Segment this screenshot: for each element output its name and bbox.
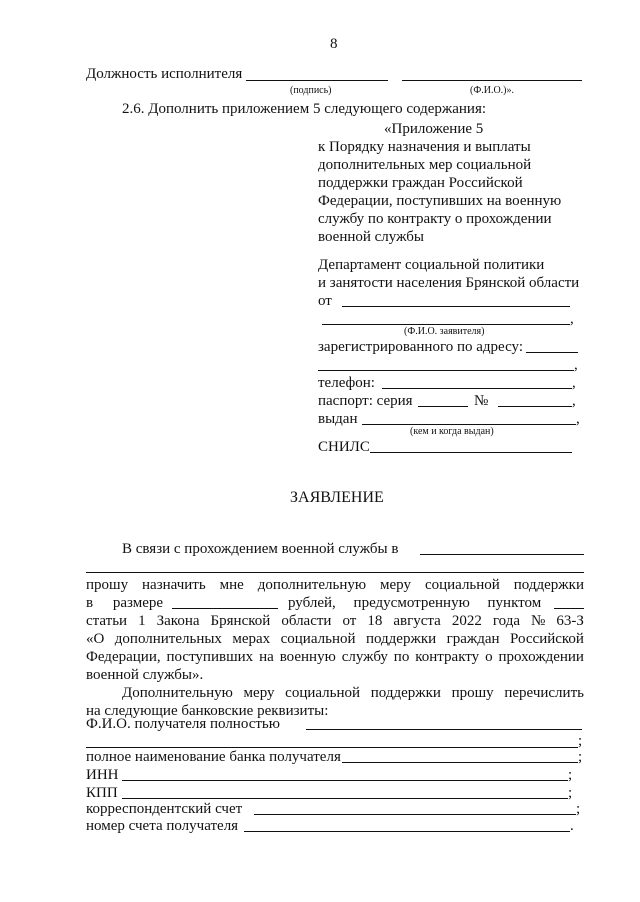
word: перечислить (504, 685, 584, 701)
word: прошу (451, 685, 494, 701)
word: «О (86, 631, 105, 647)
from-label: от (318, 293, 332, 309)
comma: , (576, 411, 580, 427)
snils-label: СНИЛС (318, 439, 370, 455)
paragraph-line: на следующие банковские реквизиты: (86, 703, 329, 719)
fio-caption: (Ф.И.О.)». (470, 85, 515, 96)
account-line[interactable] (244, 831, 570, 832)
appendix-line: военной службы (318, 229, 424, 245)
executor-label: Должность исполнителя (86, 66, 243, 82)
comma: , (572, 375, 576, 391)
word: военную (279, 649, 336, 665)
word: 18 (367, 613, 383, 629)
word: 1 (138, 613, 146, 629)
page-number: 8 (330, 36, 338, 52)
amount-line[interactable] (172, 608, 278, 609)
recipient-fio-line-1[interactable] (306, 729, 582, 730)
word: Дополнительную (122, 685, 233, 701)
word: 63-З (556, 613, 584, 629)
signature-line (246, 80, 388, 81)
snils-line[interactable] (370, 452, 572, 453)
from-line[interactable] (342, 306, 570, 307)
appendix-line: к Порядку назначения и выплаты (318, 139, 531, 155)
word: поступивших (166, 649, 254, 665)
phone-line[interactable] (382, 388, 572, 389)
word: прохождении (498, 649, 584, 665)
corr-account-label: корреспондентский счет (86, 801, 243, 817)
semicolon: ; (568, 767, 573, 783)
word: о (485, 649, 493, 665)
word: дополнительных (114, 631, 222, 647)
intro-text: В связи с прохождением военной службы в (122, 541, 399, 557)
word: контракту (415, 649, 480, 665)
addressee-line2: и занятости населения Брянской области (318, 275, 580, 291)
period: . (570, 818, 574, 834)
bank-name-line[interactable] (342, 762, 578, 763)
appendix-title: «Приложение 5 (384, 121, 484, 137)
recipient-fio-label: Ф.И.О. получателя полностью (86, 716, 280, 732)
word: Федерации, (86, 649, 161, 665)
passport-number-line[interactable] (498, 406, 572, 407)
appendix-line: дополнительных мер социальной (318, 157, 532, 173)
word: мерах (232, 631, 271, 647)
word: меру (243, 685, 275, 701)
paragraph-line (122, 685, 584, 702)
passport-label: паспорт: серия (318, 393, 413, 409)
paragraph-line (86, 613, 584, 630)
inn-label: ИНН (86, 767, 119, 783)
word: области (281, 613, 332, 629)
word: от (342, 613, 357, 629)
size-label: в размере (86, 595, 164, 611)
item-2-6: 2.6. Дополнить приложением 5 следующего содержания: (122, 101, 487, 117)
word: № (531, 613, 546, 629)
semicolon: ; (576, 801, 581, 817)
service-place-line-1[interactable] (420, 554, 584, 555)
corr-account-line[interactable] (254, 814, 576, 815)
applicant-fio-line[interactable] (322, 324, 570, 325)
word: на (259, 649, 274, 665)
word: поддержки (365, 631, 437, 647)
service-place-line-2[interactable] (86, 572, 584, 573)
comma: , (574, 357, 578, 373)
comma: , (572, 393, 576, 409)
registered-label: зарегистрированного по адресу: (318, 339, 523, 355)
word: дополнительную (257, 577, 367, 593)
word: по (393, 649, 410, 665)
statement-title: ЗАЯВЛЕНИЕ (290, 489, 384, 506)
phone-label: телефон: (318, 375, 375, 391)
point-line[interactable] (554, 608, 584, 609)
word: службу (341, 649, 388, 665)
address-line-2[interactable] (318, 370, 574, 371)
word: социальной (285, 685, 361, 701)
issued-label: выдан (318, 411, 358, 427)
word: прошу (86, 577, 129, 593)
word: поддержки (513, 577, 584, 593)
kpp-line[interactable] (122, 798, 568, 799)
paragraph-line: военной службы». (86, 667, 204, 683)
bank-name-label: полное наименование банка получателя (86, 749, 341, 765)
word: граждан (446, 631, 500, 647)
word: назначить (142, 577, 206, 593)
inn-line[interactable] (122, 780, 568, 781)
account-label: номер счета получателя (86, 818, 239, 834)
semicolon: ; (578, 733, 583, 749)
paragraph-line (86, 577, 584, 594)
paragraph-line (86, 649, 584, 666)
word: года (492, 613, 520, 629)
paragraph-line: рублей, предусмотренную пунктом (288, 595, 542, 611)
word: мне (219, 577, 244, 593)
issued-caption: (кем и когда выдан) (410, 426, 494, 437)
applicant-fio-caption: (Ф.И.О. заявителя) (404, 326, 485, 337)
kpp-label: КПП (86, 785, 118, 801)
word: 2022 (451, 613, 482, 629)
address-line-1[interactable] (526, 352, 578, 353)
paragraph-line (86, 631, 584, 648)
appendix-line: Федерации, поступивших на военную (318, 193, 562, 209)
signature-caption: (подпись) (290, 85, 332, 96)
word: поддержки (370, 685, 441, 701)
word: Брянской (210, 613, 271, 629)
recipient-fio-line-2[interactable] (86, 747, 578, 748)
word: статьи (86, 613, 128, 629)
word: социальной (280, 631, 356, 647)
appendix-line: службу по контракту о прохождении (318, 211, 552, 227)
issued-line[interactable] (362, 424, 576, 425)
comma: , (570, 311, 574, 327)
appendix-line: поддержки граждан Российской (318, 175, 523, 191)
semicolon: ; (568, 785, 573, 801)
word: августа (393, 613, 441, 629)
word: Российской (510, 631, 584, 647)
word: меру (380, 577, 411, 593)
word: социальной (424, 577, 500, 593)
number-sign: № (474, 393, 489, 409)
fio-line (402, 80, 582, 81)
word: Закона (156, 613, 200, 629)
addressee-line1: Департамент социальной политики (318, 257, 545, 273)
passport-series-line[interactable] (418, 406, 468, 407)
semicolon: ; (578, 749, 583, 765)
